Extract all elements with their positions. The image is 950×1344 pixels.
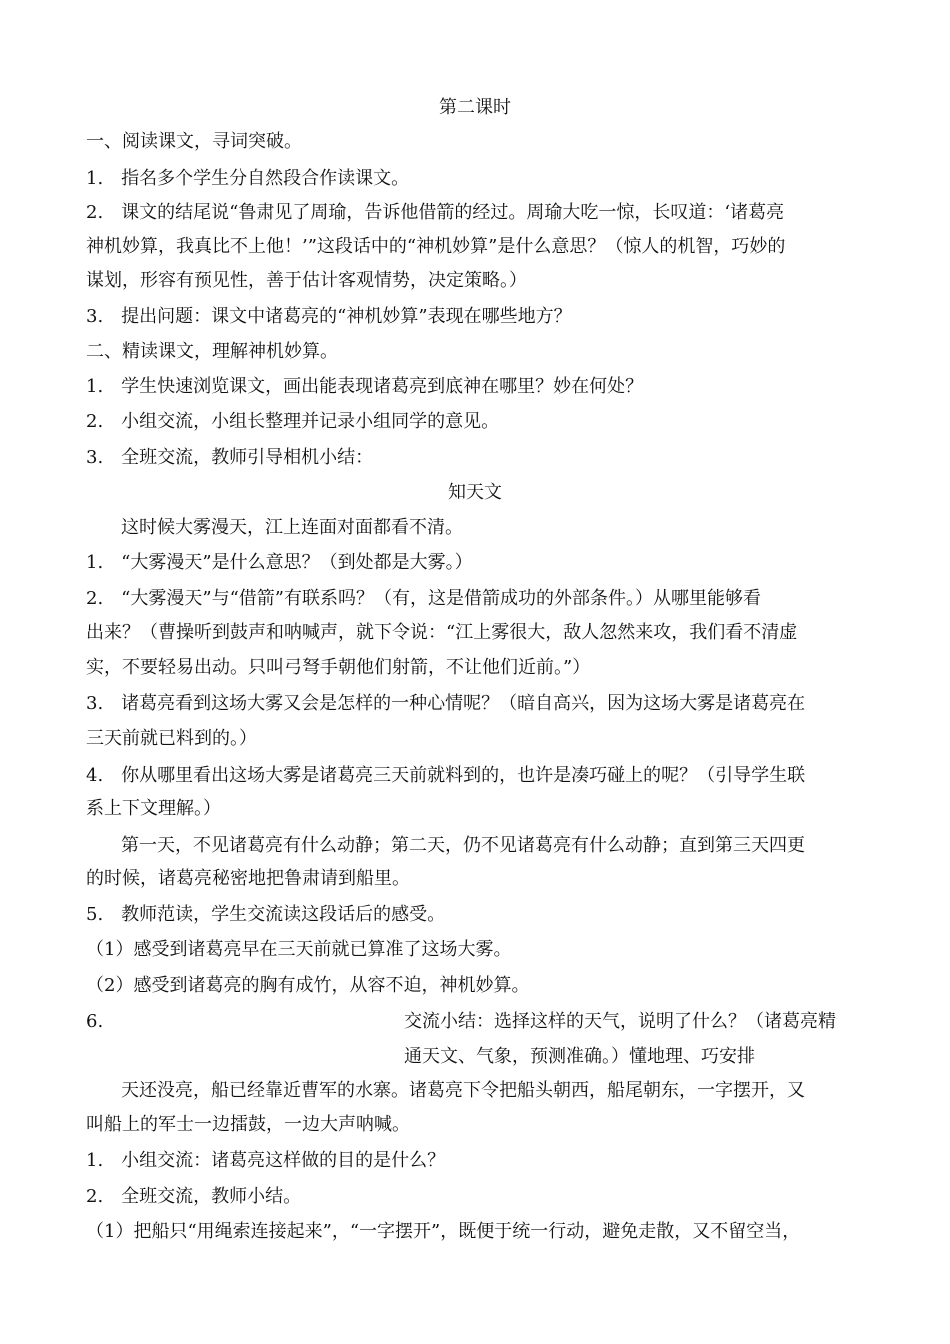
section2-heading: 二、精读课文，理解神机妙算。	[86, 341, 338, 362]
question-1: 1. “大雾漫天”是什么意思？（到处都是大雾。）	[86, 552, 473, 573]
quote-text-2-line2: 的时候，诸葛亮秘密地把鲁肃请到船里。	[86, 868, 410, 889]
quote-text-3-line1: 天还没亮，船已经靠近曹军的水寨。诸葛亮下令把船头朝西，船尾朝东，一字摆开，又	[121, 1080, 805, 1101]
lesson-title: 第二课时	[439, 97, 511, 118]
question-2-line2: 出来？（曹操听到鼓声和呐喊声，就下令说：“江上雾很大，敌人忽然来攻，我们看不清虚	[86, 622, 798, 643]
feeling-2: （2）感受到诸葛亮的胸有成竹，从容不迫，神机妙算。	[86, 975, 530, 996]
question-3-line1: 3. 诸葛亮看到这场大雾又会是怎样的一种心情呢？（暗自高兴，因为这场大雾是诸葛亮在	[86, 693, 806, 714]
question-3-line2: 三天前就已料到的。）	[86, 728, 257, 749]
task-1: 1. 小组交流：诸葛亮这样做的目的是什么？	[86, 1150, 446, 1171]
section1-heading: 一、阅读课文，寻词突破。	[86, 131, 302, 152]
section2-item1: 1. 学生快速浏览课文，画出能表现诸葛亮到底神在哪里？妙在何处？	[86, 376, 644, 397]
question-6-number: 6.	[86, 1011, 104, 1032]
question-4-line1: 4. 你从哪里看出这场大雾是诸葛亮三天前就料到的，也许是凑巧碰上的呢？（引导学生联	[86, 765, 806, 786]
task-2: 2. 全班交流，教师小结。	[86, 1186, 302, 1207]
quote-text-2-line1: 第一天，不见诸葛亮有什么动静；第二天，仍不见诸葛亮有什么动静；直到第三天四更	[121, 835, 805, 856]
question-4-line2: 系上下文理解。）	[86, 798, 221, 819]
quote-text-3-line2: 叫船上的军士一边擂鼓，一边大声呐喊。	[86, 1114, 410, 1135]
section1-item2-line3: 谋划，形容有预见性，善于估计客观情势，决定策略。）	[86, 270, 527, 291]
section2-item3: 3. 全班交流，教师引导相机小结：	[86, 447, 374, 468]
question-2-line3: 实，不要轻易出动。只叫弓弩手朝他们射箭，不让他们近前。”）	[86, 657, 591, 678]
section1-item3: 3. 提出问题：课文中诸葛亮的“神机妙算”表现在哪些地方？	[86, 306, 572, 327]
question-2-line1: 2. “大雾漫天”与“借箭”有联系吗？（有，这是借箭成功的外部条件。）从哪里能够看	[86, 588, 761, 609]
section1-item2-line1: 2. 课文的结尾说“鲁肃见了周瑜，告诉他借箭的经过。周瑜大吃一惊，长叹道：‘诸葛亮	[86, 202, 785, 223]
section1-item2-line2: 神机妙算，我真比不上他！’”这段话中的“神机妙算”是什么意思？（惊人的机智，巧妙的	[86, 236, 786, 257]
section1-item1: 1. 指名多个学生分自然段合作读课文。	[86, 168, 410, 189]
subtitle-zhi-tianwen: 知天文	[448, 482, 502, 503]
task-2-summary-1: （1）把船只“用绳索连接起来”，“一字摆开”，既便于统一行动，避免走散，又不留空当，	[86, 1221, 801, 1242]
question-6-line2: 通天文、气象，预测准确。）懂地理、巧安排	[404, 1046, 755, 1067]
question-6-line1: 交流小结：选择这样的天气，说明了什么？（诸葛亮精	[404, 1011, 836, 1032]
section2-item2: 2. 小组交流，小组长整理并记录小组同学的意见。	[86, 411, 500, 432]
quote-text-1: 这时候大雾漫天，江上连面对面都看不清。	[121, 517, 463, 538]
feeling-1: （1）感受到诸葛亮早在三天前就已算准了这场大雾。	[86, 939, 512, 960]
question-5: 5. 教师范读，学生交流读这段话后的感受。	[86, 904, 446, 925]
